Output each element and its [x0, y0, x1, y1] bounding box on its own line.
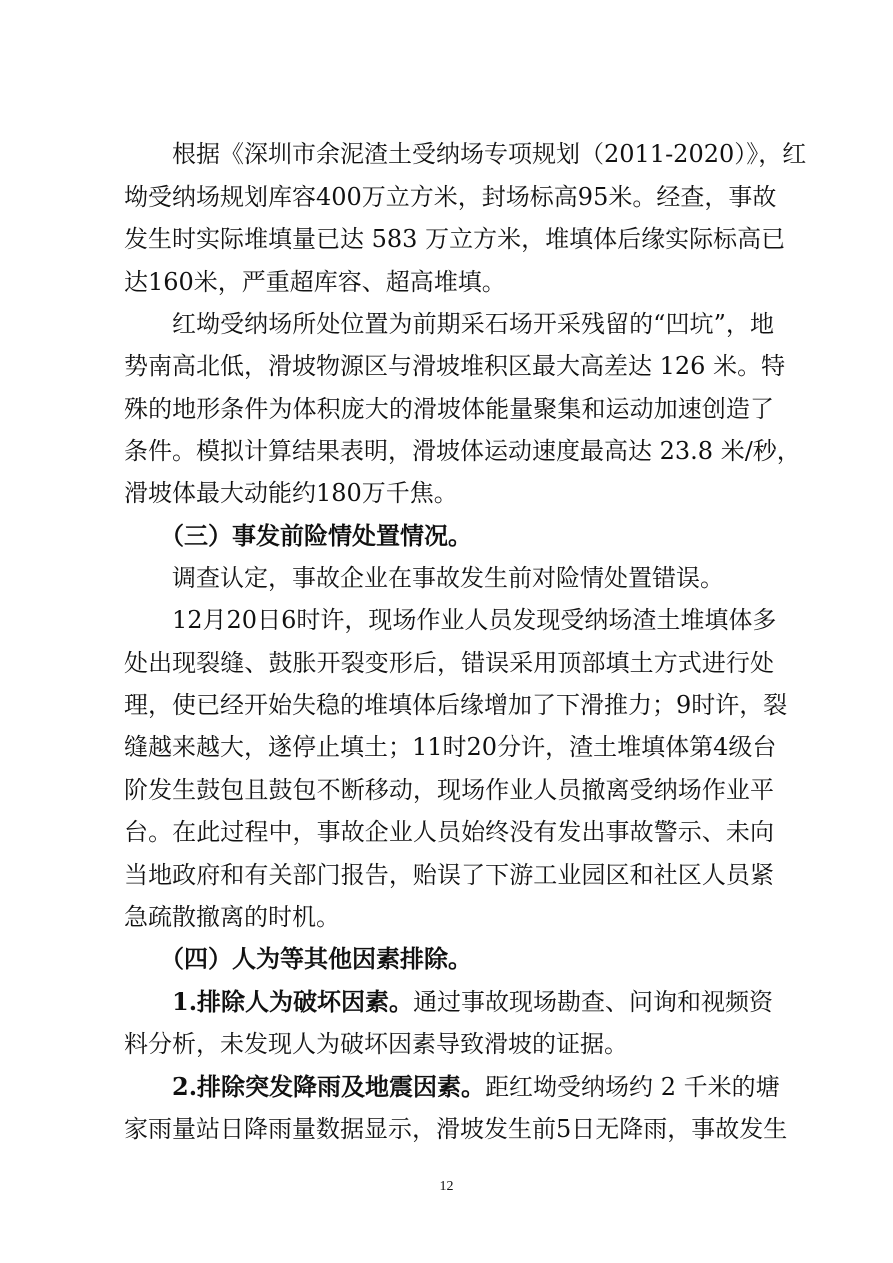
- text-line: 调查认定，事故企业在事故发生前对险情处置错误。: [172, 564, 724, 592]
- page-number: 12: [439, 1179, 454, 1194]
- text-line: 达160米，严重超库容、超高堆填。: [124, 268, 506, 296]
- text-line: [172, 982, 774, 1022]
- item-text: 通过事故现场勘查、问询和视频资: [413, 988, 774, 1016]
- text-line: 料分析，未发现人为破坏因素导致滑坡的证据。: [124, 1030, 628, 1058]
- text-line: 殊的地形条件为体积庞大的滑坡体能量聚集和运动加速创造了: [124, 395, 774, 423]
- text-line: 台。在此过程中，事故企业人员始终没有发出事故警示、未向: [124, 818, 774, 846]
- text-line: 红坳受纳场所处位置为前期采石场开采残留的“凹坑”，地: [172, 310, 774, 338]
- section-heading: （四）人为等其他因素排除。: [160, 944, 472, 973]
- text-line: 急疏散撤离的时机。: [124, 903, 340, 931]
- item-lead: 1.排除人为破坏因素。: [172, 987, 414, 1016]
- text-line: 坳受纳场规划库容400万立方米，封场标高95米。经查，事故: [124, 183, 777, 211]
- text-line: 家雨量站日降雨量数据显示，滑坡发生前5日无降雨，事故发生: [124, 1115, 788, 1143]
- text-line: 阶发生鼓包且鼓包不断移动，现场作业人员撤离受纳场作业平: [124, 776, 774, 804]
- text-line: 12月20日6时许，现场作业人员发现受纳场渣土堆填体多: [172, 606, 777, 634]
- item-text: 距红坳受纳场约 2 千米的塘: [485, 1073, 780, 1101]
- text-line: 处出现裂缝、鼓胀开裂变形后，错误采用顶部填土方式进行处: [124, 649, 774, 677]
- text-line: 发生时实际堆填量已达 583 万立方米，堆填体后缘实际标高已: [124, 225, 786, 253]
- text-line: 势南高北低，滑坡物源区与滑坡堆积区最大高差达 126 米。特: [124, 352, 786, 380]
- text-line: 当地政府和有关部门报告，贻误了下游工业园区和社区人员紧: [124, 861, 774, 889]
- section-heading: （三）事发前险情处置情况。: [160, 521, 472, 550]
- text-line: 缝越来越大，遂停止填土；11时20分许，渣土堆填体第4级台: [124, 733, 777, 761]
- text-line: 理，使已经开始失稳的堆填体后缘增加了下滑推力；9时许，裂: [124, 691, 788, 719]
- text-line: 根据《深圳市余泥渣土受纳场专项规划（2011-2020）》，红: [172, 140, 807, 168]
- text-line: 条件。模拟计算结果表明，滑坡体运动速度最高达 23.8 米/秒，: [124, 437, 801, 465]
- text-line: [172, 1067, 780, 1107]
- item-lead: 2.排除突发降雨及地震因素。: [172, 1072, 486, 1101]
- text-line: 滑坡体最大动能约180万千焦。: [124, 479, 458, 507]
